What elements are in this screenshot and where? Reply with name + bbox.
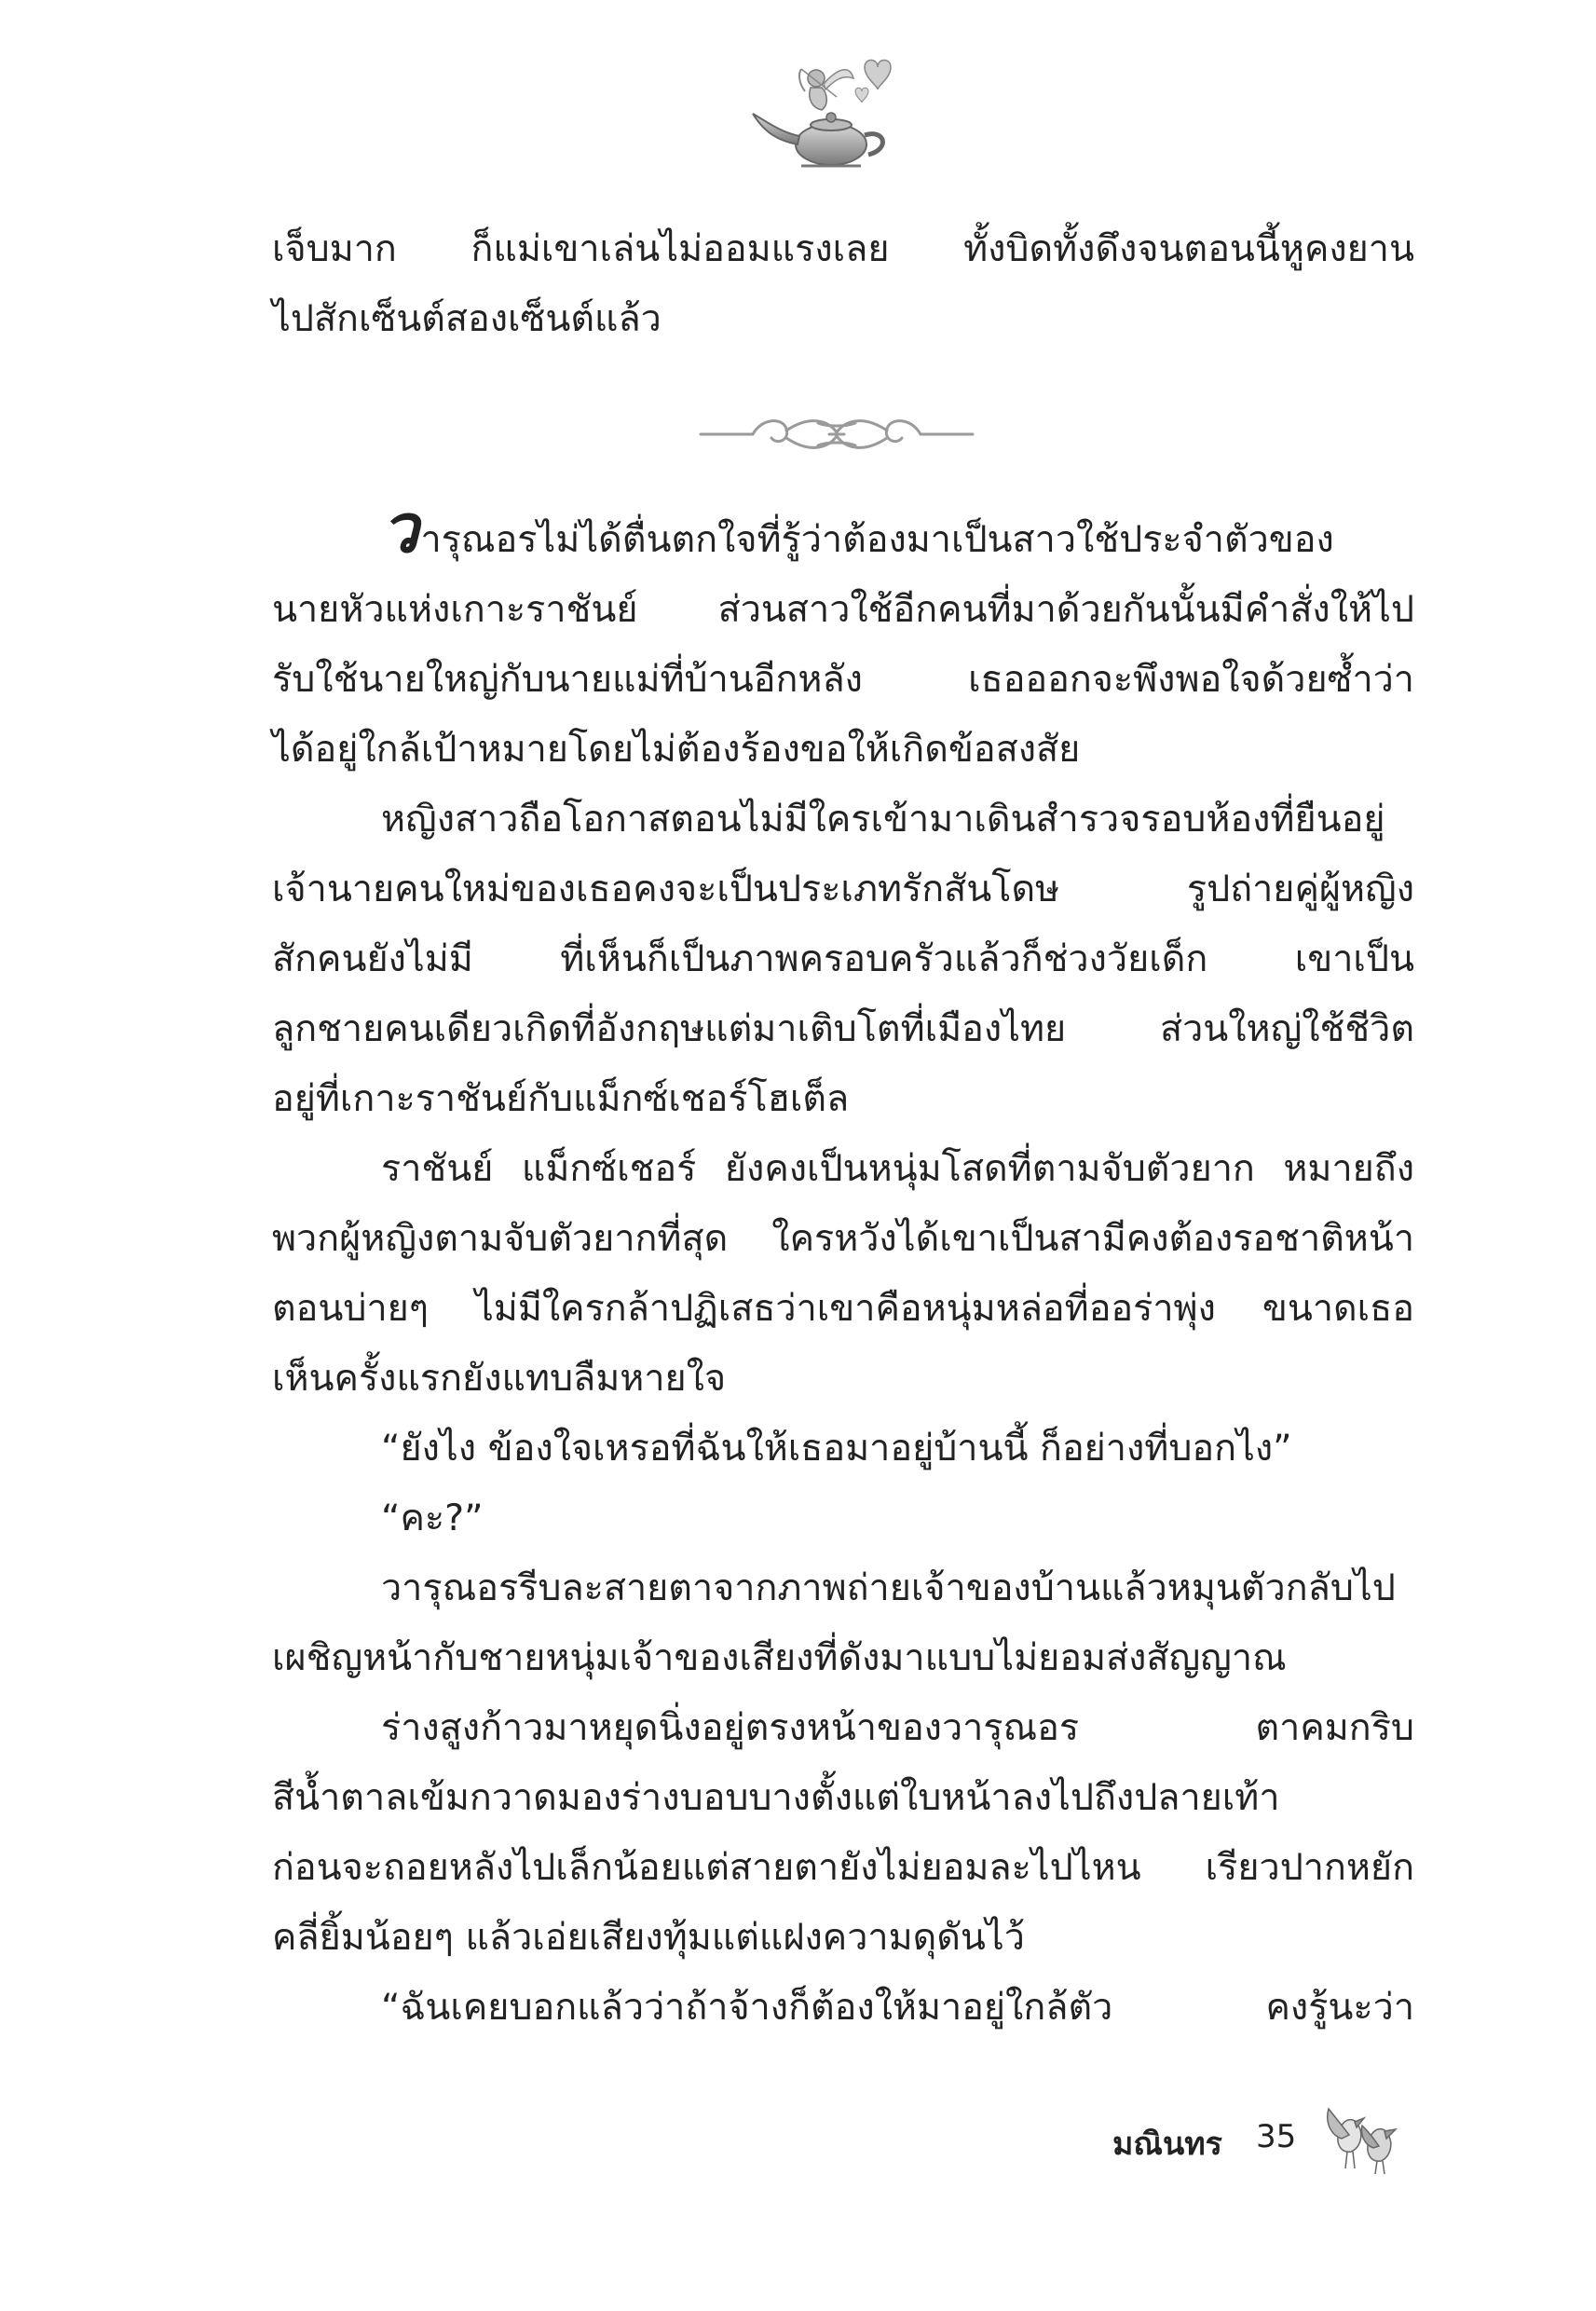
intro-paragraph [272,214,1414,354]
text-line: เผชิญหน้ากับชายหนุ่มเจ้าของเสียงที่ดังมาแบบไม่ยอมส่งสัญญาณ [272,1636,1287,1679]
text-line: ก่อนจะถอยหลังไปเล็กน้อยแต่สายตายังไม่ยอมละไปไหน เรียวปากหยัก [272,1846,1414,1889]
text-line: ได้อยู่ใกล้เป้าหมายโดยไม่ต้องร้องขอให้เกิดข้อสงสัย [272,728,1081,771]
text-line: เจ็บมาก ก็แม่เขาเล่นไม่ออมแรงเลย ทั้งบิดทั้งดึงจนตอนนี้หูคงยาน [272,227,1414,270]
flourish-divider-icon [697,399,976,470]
chapter-body [272,489,1414,2043]
text-line: ร่างสูงก้าวมาหยุดนิ่งอยู่ตรงหน้าของวารุณอร ตาคมกริบ [381,1706,1414,1749]
text-line: หญิงสาวถือโอกาสตอนไม่มีใครเข้ามาเดินสำรวจรอบห้องที่ยืนอยู่ [381,798,1385,841]
text-line: “ฉันเคยบอกแล้วว่าถ้าจ้างก็ต้องให้มาอยู่ใกล้ตัว คงรู้นะว่า [381,1986,1414,2029]
text-line: คลี่ยิ้มน้อยๆ แล้วเอ่ยเสียงทุ้มแต่แฝงความดุดันไว้ [272,1916,1025,1959]
page-footer [1071,2101,1425,2185]
text-line: เจ้านายคนใหม่ของเธอคงจะเป็นประเภทรักสันโดษ รูปถ่ายคู่ผู้หญิง [272,868,1414,910]
text-line: วารุณอรรีบละสายตาจากภาพถ่ายเจ้าของบ้านแล้วหมุนตัวกลับไป [381,1566,1396,1609]
dialogue-line: “ยังไง ข้องใจเหรอที่ฉันให้เธอมาอยู่บ้านนี้ ก็อย่างที่บอกไง” [381,1427,1292,1470]
text-line: ลูกชายคนเดียวเกิดที่อังกฤษแต่มาเติบโตที่เมืองไทย ส่วนใหญ่ใช้ชีวิต [272,1007,1414,1050]
text-line: พวกผู้หญิงตามจับตัวยากที่สุด ใครหวังได้เขาเป็นสามีคงต้องรอชาติหน้า [272,1217,1414,1260]
text-line: อยู่ที่เกาะราชันย์กับแม็กซ์เชอร์โฮเต็ล [272,1077,850,1120]
text-line: ราชันย์ แม็กซ์เชอร์ ยังคงเป็นหนุ่มโสดที่ตามจับตัวยาก หมายถึง [381,1147,1414,1190]
text-line: ตอนบ่ายๆ ไม่มีใครกล้าปฏิเสธว่าเขาคือหนุ่มหล่อที่ออร่าพุ่ง ขนาดเธอ [272,1287,1414,1330]
drop-cap: ว [381,489,419,567]
text-line: ารุณอรไม่ได้ตื่นตกใจที่รู้ว่าต้องมาเป็นสาวใช้ประจำตัวของ [420,518,1334,561]
text-line: สีน้ำตาลเข้มกวาดมองร่างบอบบางตั้งแต่ใบหน้าลงไปถึงปลายเท้า [272,1776,1280,1819]
dialogue-line: “คะ?” [381,1497,484,1539]
teapot-cupid-icon [745,47,904,177]
seagulls-icon [1323,2101,1409,2176]
opening-line [272,489,1414,575]
text-line: สักคนยังไม่มี ที่เห็นก็เป็นภาพครอบครัวแล้วก็ช่วงวัยเด็ก เขาเป็น [272,937,1414,980]
author-name: มณินทร [1112,2126,1222,2163]
page-number: 35 [1256,2118,1297,2155]
text-line: เห็นครั้งแรกยังแทบลืมหายใจ [272,1357,727,1400]
text-line: รับใช้นายใหญ่กับนายแม่ที่บ้านอีกหลัง เธอออกจะพึงพอใจด้วยซ้ำว่า [272,658,1414,701]
text-line: นายหัวแห่งเกาะราชันย์ ส่วนสาวใช้อีกคนที่มาด้วยกันนั้นมีคำสั่งให้ไป [272,588,1414,631]
text-line: ไปสักเซ็นต์สองเซ็นต์แล้ว [272,297,662,340]
